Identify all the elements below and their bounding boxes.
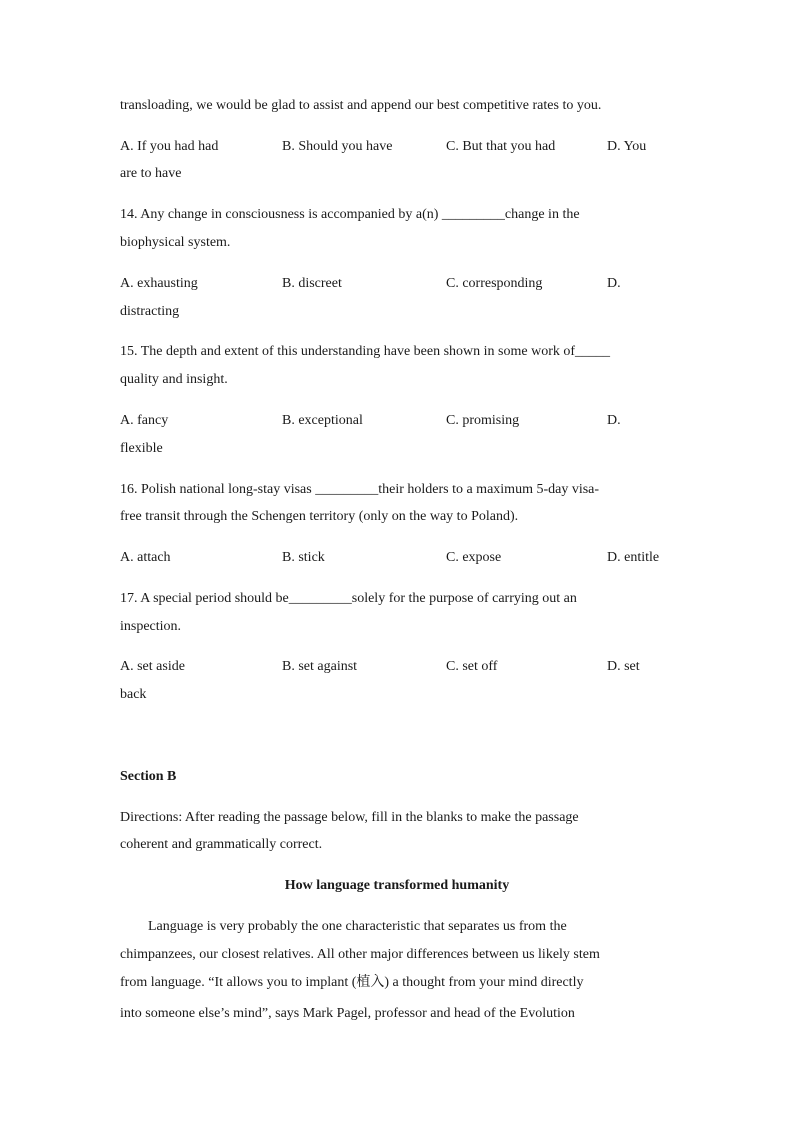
q15-option-d-wrap: flexible: [120, 441, 163, 456]
question-15-line-1: 15. The depth and extent of this understanding have been shown in some work of_____: [120, 344, 611, 359]
q17-option-b: B. set against: [282, 659, 358, 674]
passage-line: into someone else’s mind”, says Mark Pagel, professor and head of the Evolution: [120, 1006, 575, 1021]
q17-option-d-wrap: back: [120, 687, 147, 702]
question-14-line-1: 14. Any change in consciousness is accompanied by a(n) _________change in the: [120, 207, 580, 222]
question-13-tail: transloading, we would be glad to assist and append our best competitive rates to you.: [120, 98, 602, 113]
q17-option-d: D. set: [607, 659, 640, 674]
section-heading: Section B: [120, 769, 177, 784]
q13-option-b: B. Should you have: [282, 139, 393, 154]
passage-line: chimpanzees, our closest relatives. All other major differences between us likely stem: [120, 947, 600, 962]
q13-option-d-wrap: are to have: [120, 166, 182, 181]
q15-option-b: B. exceptional: [282, 413, 363, 428]
passage-line: Language is very probably the one characteristic that separates us from the: [148, 919, 567, 934]
q15-option-a: A. fancy: [120, 413, 169, 428]
q15-option-d: D.: [607, 413, 621, 428]
question-15-line-2: quality and insight.: [120, 372, 228, 387]
question-17-line-1: 17. A special period should be_________solely for the purpose of carrying out an: [120, 591, 577, 606]
question-16-line-2: free transit through the Schengen territory (only on the way to Poland).: [120, 509, 519, 524]
passage-title: How language transformed humanity: [284, 878, 510, 893]
directions-line-1: Directions: After reading the passage below, fill in the blanks to make the passage: [120, 810, 579, 825]
directions-line-2: coherent and grammatically correct.: [120, 837, 323, 852]
q16-option-b: B. stick: [282, 550, 325, 565]
q13-option-c: C. But that you had: [446, 139, 556, 154]
q14-option-b: B. discreet: [282, 276, 342, 291]
q14-option-d: D.: [607, 276, 621, 291]
q14-option-c: C. corresponding: [446, 276, 543, 291]
q15-option-c: C. promising: [446, 413, 520, 428]
q16-option-a: A. attach: [120, 550, 171, 565]
q13-option-a: A. If you had had: [120, 139, 219, 154]
q13-option-d: D. You: [607, 139, 647, 154]
question-17-line-2: inspection.: [120, 619, 182, 634]
q17-option-a: A. set aside: [120, 659, 185, 674]
q14-option-a: A. exhausting: [120, 276, 198, 291]
q16-option-d: D. entitle: [607, 550, 660, 565]
q14-option-d-wrap: distracting: [120, 304, 180, 319]
question-16-line-1: 16. Polish national long-stay visas _________their holders to a maximum 5-day visa-: [120, 482, 600, 497]
q16-option-c: C. expose: [446, 550, 502, 565]
q17-option-c: C. set off: [446, 659, 498, 674]
passage-line: from language. “It allows you to implant (植入) a thought from your mind directly: [120, 975, 584, 990]
question-14-line-2: biophysical system.: [120, 235, 231, 250]
